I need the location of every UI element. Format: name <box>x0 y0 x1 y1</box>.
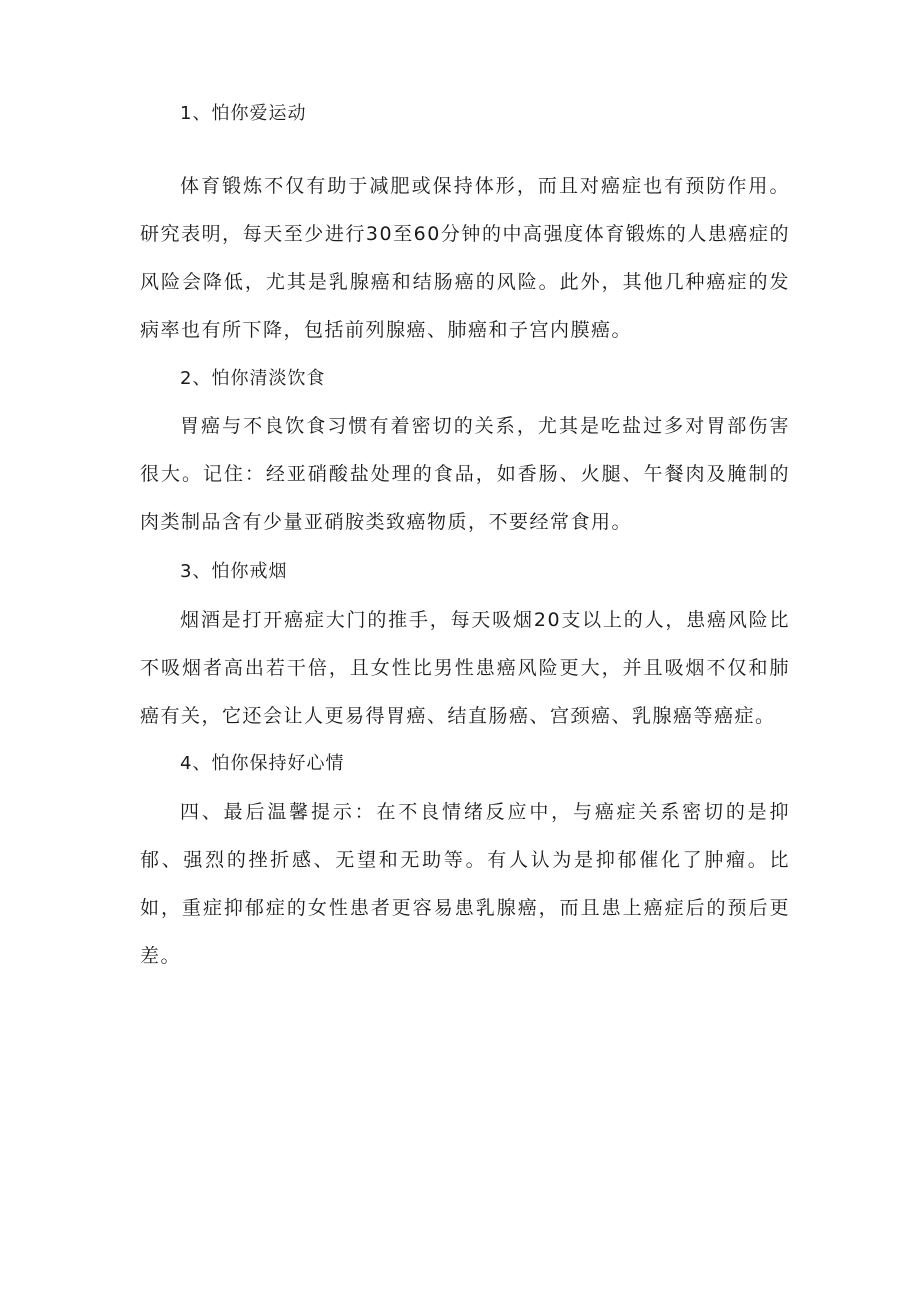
section-heading-diet: 2、怕你清淡饮食 <box>180 368 326 389</box>
section-heading-exercise: 1、怕你爱运动 <box>180 103 307 124</box>
paragraph-exercise: 体育锻炼不仅有助于减肥或保持体形，而且对癌症也有预防作用。研究表明，每天至少进行30至60分钟的中高强度体育锻炼的人患癌症的风险会降低，尤其是乳腺癌和结肠癌的风险。此外，其他几种癌症的发病率也有所下降，包括前列腺癌、肺癌和子宫内膜癌。 <box>140 175 790 341</box>
paragraph-mood: 四、最后温馨提示：在不良情绪反应中，与癌症关系密切的是抑郁、强烈的挫折感、无望和无助等。有人认为是抑郁催化了肿瘤。比如，重症抑郁症的女性患者更容易患乳腺癌，而且患上癌症后的预后更差。 <box>140 801 790 967</box>
section-heading-mood: 4、怕你保持好心情 <box>180 753 345 774</box>
paragraph-smoking: 烟酒是打开癌症大门的推手，每天吸烟20支以上的人，患癌风险比不吸烟者高出若干倍，且女性比男性患癌风险更大，并且吸烟不仅和肺癌有关，它还会让人更易得胃癌、结直肠癌、宫颈癌、乳腺癌等癌症。 <box>140 609 790 727</box>
paragraph-diet: 胃癌与不良饮食习惯有着密切的关系，尤其是吃盐过多对胃部伤害很大。记住：经亚硝酸盐处理的食品，如香肠、火腿、午餐肉及腌制的肉类制品含有少量亚硝胺类致癌物质，不要经常食用。 <box>140 415 790 533</box>
section-heading-smoking: 3、怕你戒烟 <box>180 561 288 582</box>
